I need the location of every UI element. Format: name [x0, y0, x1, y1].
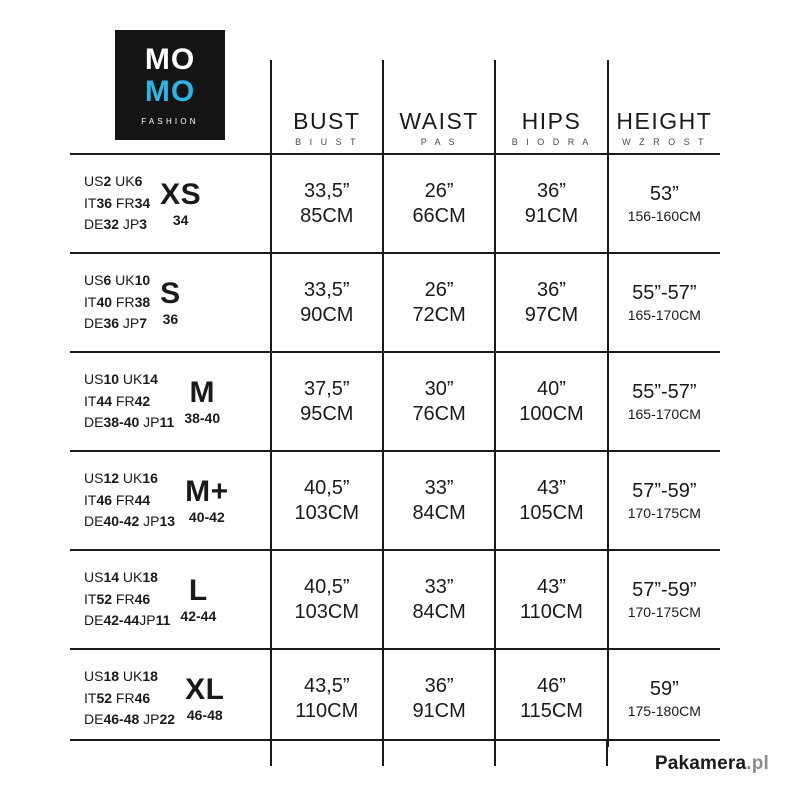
size-label	[180, 575, 216, 623]
column-divider-extension	[494, 739, 496, 766]
watermark-suffix: .pl	[746, 753, 769, 774]
size-code-line: IT46 FR44	[84, 491, 151, 508]
size-letter: M	[189, 376, 215, 410]
size-codes	[84, 369, 174, 434]
logo-line-1: MO	[144, 43, 196, 76]
bust-cell	[271, 253, 383, 352]
size-code-line: US14 UK18	[84, 568, 158, 585]
size-code-line: IT52 FR46	[84, 590, 151, 607]
size-cell	[70, 352, 271, 451]
watermark	[655, 753, 769, 775]
height-cell	[608, 352, 720, 451]
bust-cell	[271, 649, 383, 747]
size-letter: XL	[185, 673, 225, 707]
waist-cell	[383, 550, 495, 649]
logo-line-2: MO	[144, 75, 196, 108]
height-cell	[608, 550, 720, 649]
table-row	[70, 154, 720, 253]
size-label	[160, 179, 201, 227]
table-row	[70, 451, 720, 550]
bust-inches: 33,5”	[303, 278, 350, 301]
hips-cm: 110CM	[519, 600, 583, 623]
size-letter: XS	[160, 178, 202, 212]
header-cell-bust	[271, 60, 383, 154]
bust-inches: 40,5”	[303, 476, 350, 499]
size-codes	[84, 666, 175, 731]
size-code-line: DE42-44JP11	[84, 612, 171, 629]
table-row	[70, 352, 720, 451]
header-waist-label: WAIST	[399, 107, 479, 134]
waist-cm: 91CM	[412, 699, 466, 722]
size-code-line: US6 UK10	[84, 271, 151, 288]
waist-cell	[383, 649, 495, 747]
size-code-line: IT36 FR34	[84, 194, 151, 211]
height-inches: 55”-57”	[632, 282, 697, 305]
column-divider-extension	[382, 739, 384, 766]
logo-subtitle: FASHION	[141, 117, 199, 126]
bust-inches: 40,5”	[303, 575, 350, 598]
bust-inches: 37,5”	[303, 377, 350, 400]
waist-cm: 84CM	[412, 501, 466, 524]
height-inches: 55”-57”	[632, 381, 697, 404]
size-cell	[70, 451, 271, 550]
hips-cm: 97CM	[524, 303, 579, 326]
hips-inches: 40”	[537, 377, 566, 400]
hips-cm: 100CM	[519, 402, 584, 425]
bust-cm: 85CM	[300, 204, 354, 227]
bust-cm: 95CM	[300, 402, 354, 425]
size-cell	[70, 253, 271, 352]
height-cell	[608, 253, 720, 352]
table-row	[70, 649, 720, 747]
waist-cell	[383, 352, 495, 451]
header-height-label: HEIGHT	[616, 107, 713, 134]
hips-cell	[495, 550, 607, 649]
height-inches: 57”-59”	[632, 480, 697, 503]
bust-cell	[271, 154, 383, 253]
bust-cell	[271, 451, 383, 550]
height-cm: 170-175CM	[627, 604, 701, 621]
size-code-line: US18 UK18	[84, 667, 158, 684]
size-code-line: DE40-42 JP13	[84, 513, 176, 530]
waist-cm: 66CM	[412, 204, 466, 227]
table-row	[70, 550, 720, 649]
waist-cell	[383, 154, 495, 253]
size-number: 38-40	[184, 409, 221, 426]
hips-cm: 105CM	[519, 501, 584, 524]
size-codes	[84, 567, 170, 632]
size-code-line: US12 UK16	[84, 469, 158, 486]
size-number: 46-48	[186, 706, 223, 723]
waist-cell	[383, 253, 495, 352]
size-cell	[70, 154, 271, 253]
hips-cell	[495, 352, 607, 451]
height-cell	[608, 451, 720, 550]
table-bottom-border	[70, 739, 720, 741]
waist-inches: 36”	[424, 674, 454, 697]
hips-cell	[495, 649, 607, 747]
header-waist-sublabel: P A S	[420, 137, 458, 147]
size-letter: L	[188, 574, 208, 608]
waist-cm: 84CM	[412, 600, 466, 623]
bust-cell	[271, 352, 383, 451]
size-code-line: IT44 FR42	[84, 392, 151, 409]
size-code-line: IT40 FR38	[84, 293, 151, 310]
waist-inches: 33”	[424, 476, 454, 499]
size-codes	[84, 171, 150, 236]
size-letter: M+	[185, 475, 229, 509]
header-cell-waist	[383, 60, 495, 154]
size-cell	[70, 649, 271, 747]
hips-cell	[495, 451, 607, 550]
size-number: 40-42	[188, 508, 225, 525]
hips-inches: 36”	[537, 179, 566, 202]
header-hips-sublabel: B I O D R A	[511, 137, 592, 147]
size-label	[185, 476, 229, 524]
height-cell	[608, 649, 720, 747]
size-label	[185, 674, 224, 722]
table-row	[70, 253, 720, 352]
waist-inches: 26”	[424, 278, 454, 301]
size-code-line: DE46-48 JP22	[84, 711, 176, 728]
size-code-line: US10 UK14	[84, 370, 158, 387]
size-code-line: DE36 JP7	[84, 315, 148, 332]
bust-cm: 103CM	[294, 600, 360, 623]
header-cell-sizes	[70, 60, 271, 154]
bust-cm: 90CM	[300, 303, 354, 326]
height-cm: 165-170CM	[627, 406, 701, 423]
header-cell-hips	[495, 60, 607, 154]
hips-cm: 115CM	[519, 699, 583, 722]
waist-cell	[383, 451, 495, 550]
size-cell	[70, 550, 271, 649]
bust-inches: 33,5”	[303, 179, 350, 202]
waist-inches: 33”	[424, 575, 454, 598]
header-bust-label: BUST	[293, 107, 361, 134]
size-code-line: DE38-40 JP11	[84, 414, 175, 431]
size-number: 34	[172, 211, 189, 228]
waist-cm: 72CM	[412, 303, 466, 326]
header-bust-sublabel: B I U S T	[295, 137, 359, 147]
waist-inches: 26”	[424, 179, 454, 202]
bust-cm: 103CM	[294, 501, 360, 524]
size-number: 42-44	[180, 607, 217, 624]
bust-cell	[271, 550, 383, 649]
size-letter: S	[160, 277, 181, 311]
hips-inches: 43”	[537, 575, 566, 598]
size-codes	[84, 468, 175, 533]
size-number: 36	[162, 310, 179, 327]
bust-inches: 43,5”	[303, 674, 350, 697]
height-cm: 165-170CM	[627, 307, 701, 324]
height-cell	[608, 154, 720, 253]
hips-inches: 46”	[537, 674, 566, 697]
table-header-row	[70, 60, 720, 154]
size-label	[184, 377, 220, 425]
header-height-sublabel: W Z R O S T	[622, 137, 707, 147]
column-divider-extension	[270, 739, 272, 766]
header-hips-label: HIPS	[521, 107, 582, 134]
height-cm: 175-180CM	[627, 703, 701, 720]
height-inches: 53”	[649, 183, 679, 206]
watermark-main: Pakamera	[654, 753, 747, 774]
height-cm: 170-175CM	[627, 505, 701, 522]
hips-cell	[495, 253, 607, 352]
waist-inches: 30”	[424, 377, 454, 400]
height-inches: 57”-59”	[632, 579, 697, 602]
height-inches: 59”	[649, 678, 679, 701]
header-cell-height	[608, 60, 720, 154]
size-label	[160, 278, 181, 326]
hips-cell	[495, 154, 607, 253]
size-codes	[84, 270, 150, 335]
height-cm: 156-160CM	[627, 208, 701, 225]
column-divider-extension	[606, 739, 608, 766]
size-code-line: US2 UK6	[84, 172, 143, 189]
hips-inches: 36”	[537, 278, 566, 301]
bust-cm: 110CM	[295, 699, 359, 722]
waist-cm: 76CM	[412, 402, 466, 425]
size-code-line: DE32 JP3	[84, 216, 148, 233]
size-code-line: IT52 FR46	[84, 689, 151, 706]
size-chart-table	[70, 60, 720, 747]
hips-cm: 91CM	[524, 204, 579, 227]
hips-inches: 43”	[537, 476, 566, 499]
